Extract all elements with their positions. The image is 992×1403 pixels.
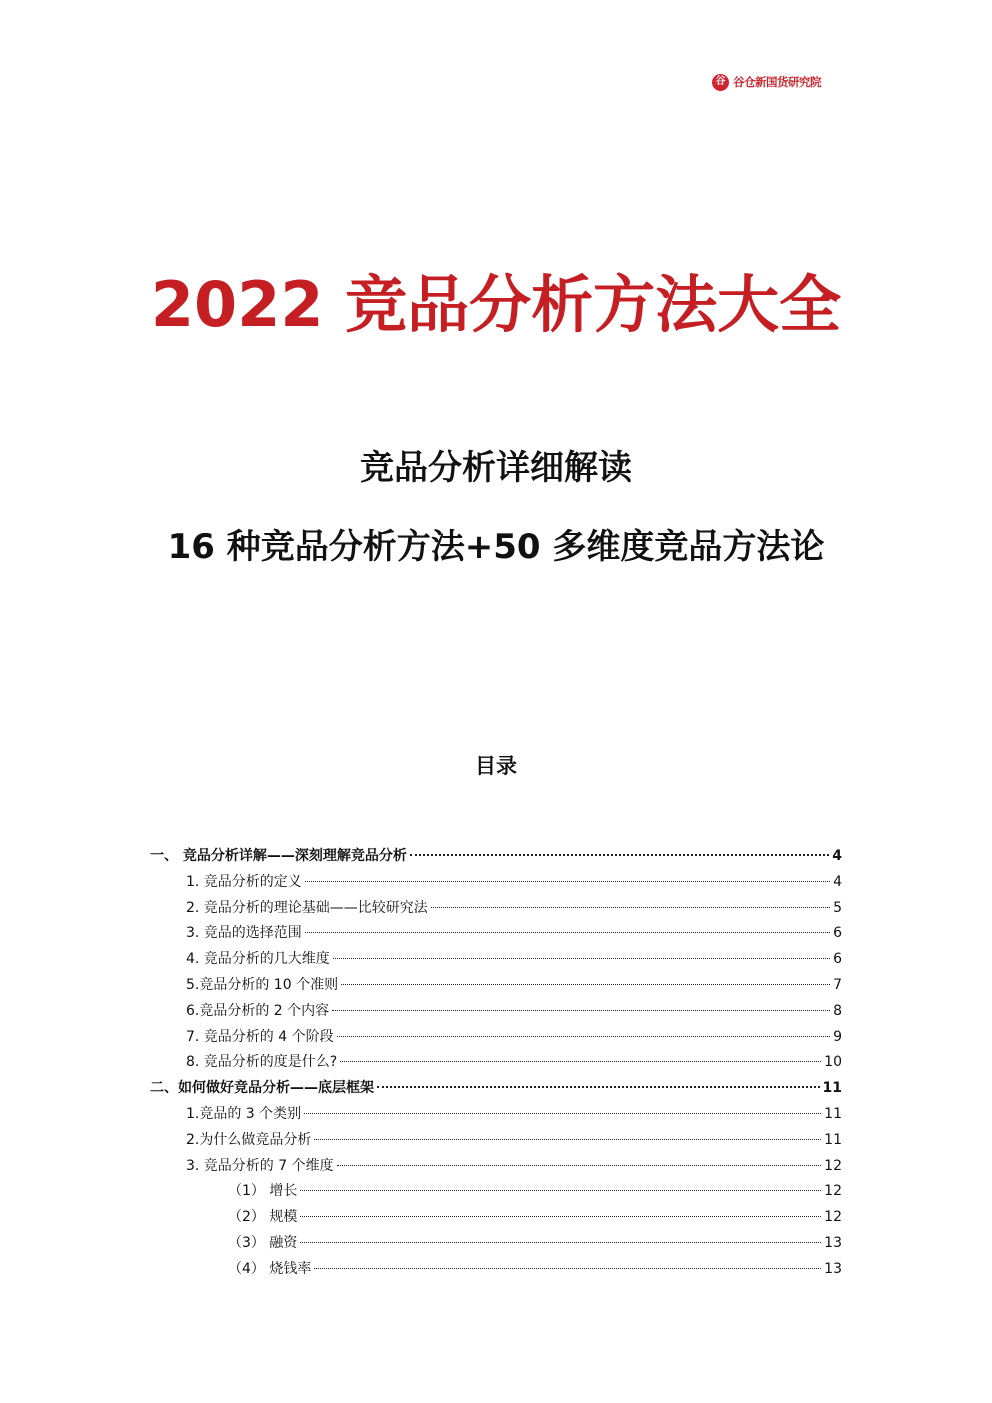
toc-entry-page-number: 12 xyxy=(824,1183,842,1200)
toc-entry-page-number: 11 xyxy=(822,1080,842,1097)
toc-entry[interactable] xyxy=(150,1205,842,1231)
toc-entry[interactable] xyxy=(150,870,842,896)
toc-entry-page-number: 11 xyxy=(824,1131,842,1148)
toc-entry[interactable] xyxy=(150,973,842,999)
toc-dot-leader xyxy=(410,854,829,856)
toc-entry-page-number: 13 xyxy=(824,1260,842,1277)
toc-entry-page-number: 7 xyxy=(833,976,842,993)
brand-name: 谷仓新国货研究院 xyxy=(733,75,821,89)
toc-dot-leader xyxy=(305,932,830,933)
toc-entry[interactable] xyxy=(150,1231,842,1257)
toc-entry-label: 3. 竞品分析的 7 个维度 xyxy=(186,1157,334,1174)
toc-entry-page-number: 6 xyxy=(833,925,842,942)
toc-dot-leader xyxy=(337,1036,830,1037)
toc-entry[interactable] xyxy=(150,1179,842,1205)
toc-entry-label: 5.竞品分析的 10 个准则 xyxy=(186,976,339,993)
toc-entry-label: （4） 烧钱率 xyxy=(228,1260,312,1277)
toc-entry-page-number: 10 xyxy=(824,1054,842,1071)
toc-entry[interactable] xyxy=(150,999,842,1025)
toc-entry-page-number: 4 xyxy=(833,873,842,890)
toc-entry-page-number: 8 xyxy=(833,1002,842,1019)
toc-entry[interactable] xyxy=(150,1257,842,1283)
toc-entry-label: （3） 融资 xyxy=(228,1234,298,1251)
toc-entry-label: 4. 竞品分析的几大维度 xyxy=(186,951,330,968)
toc-entry-page-number: 12 xyxy=(824,1157,842,1174)
toc-heading: 目录 xyxy=(475,754,517,778)
toc-dot-leader xyxy=(431,907,830,908)
toc-entry-page-number: 11 xyxy=(824,1105,842,1122)
toc-dot-leader xyxy=(337,1165,822,1166)
toc-entry[interactable] xyxy=(150,1154,842,1180)
toc-entry-label: 7. 竞品分析的 4 个阶段 xyxy=(186,1028,334,1045)
toc-dot-leader xyxy=(332,1010,830,1011)
toc-entry[interactable] xyxy=(150,844,842,870)
toc-dot-leader xyxy=(300,1190,821,1191)
table-of-contents xyxy=(150,844,842,1283)
toc-entry[interactable] xyxy=(150,1102,842,1128)
subtitle-line-1: 竞品分析详细解读 xyxy=(360,448,632,488)
toc-dot-leader xyxy=(300,1216,821,1217)
toc-dot-leader xyxy=(314,1139,821,1140)
document-title: 2022 竞品分析方法大全 xyxy=(150,268,842,341)
toc-dot-leader xyxy=(300,1242,821,1243)
toc-entry-page-number: 4 xyxy=(832,848,842,864)
toc-entry-label: 1. 竞品分析的定义 xyxy=(186,873,302,890)
toc-entry-label: 二、如何做好竞品分析——底层框架 xyxy=(150,1080,374,1097)
toc-entry-page-number: 13 xyxy=(824,1234,842,1251)
toc-entry-label: 2. 竞品分析的理论基础——比较研究法 xyxy=(186,899,428,916)
toc-entry[interactable] xyxy=(150,947,842,973)
toc-entry[interactable] xyxy=(150,1076,842,1102)
toc-entry-page-number: 9 xyxy=(833,1028,842,1045)
toc-dot-leader xyxy=(304,1113,821,1114)
toc-entry-label: 3. 竞品的选择范围 xyxy=(186,925,302,942)
toc-entry-label: 6.竞品分析的 2 个内容 xyxy=(186,1002,330,1019)
toc-entry-label: 2.为什么做竞品分析 xyxy=(186,1131,312,1148)
toc-dot-leader xyxy=(341,984,830,985)
toc-entry[interactable] xyxy=(150,1128,842,1154)
toc-entry-page-number: 6 xyxy=(833,951,842,968)
toc-entry[interactable] xyxy=(150,1050,842,1076)
toc-entry-page-number: 5 xyxy=(833,899,842,916)
toc-dot-leader xyxy=(305,881,830,882)
subtitle-line-2: 16 种竞品分析方法+50 多维度竞品方法论 xyxy=(167,527,825,567)
toc-entry[interactable] xyxy=(150,1025,842,1051)
toc-dot-leader xyxy=(377,1086,820,1088)
brand-header xyxy=(712,72,821,92)
toc-entry-label: 1.竞品的 3 个类别 xyxy=(186,1105,302,1122)
toc-entry[interactable] xyxy=(150,921,842,947)
toc-dot-leader xyxy=(314,1268,821,1269)
toc-entry-label: 一、 竞品分析详解——深刻理解竞品分析 xyxy=(150,848,407,864)
toc-entry[interactable] xyxy=(150,896,842,922)
toc-entry-label: 8. 竞品分析的度是什么? xyxy=(186,1054,338,1071)
brand-logo-icon: 谷 xyxy=(712,74,729,91)
toc-entry-label: （2） 规模 xyxy=(228,1209,298,1226)
toc-entry-page-number: 12 xyxy=(824,1209,842,1226)
toc-entry-label: （1） 增长 xyxy=(228,1183,298,1200)
toc-dot-leader xyxy=(333,958,830,959)
toc-dot-leader xyxy=(340,1061,821,1062)
